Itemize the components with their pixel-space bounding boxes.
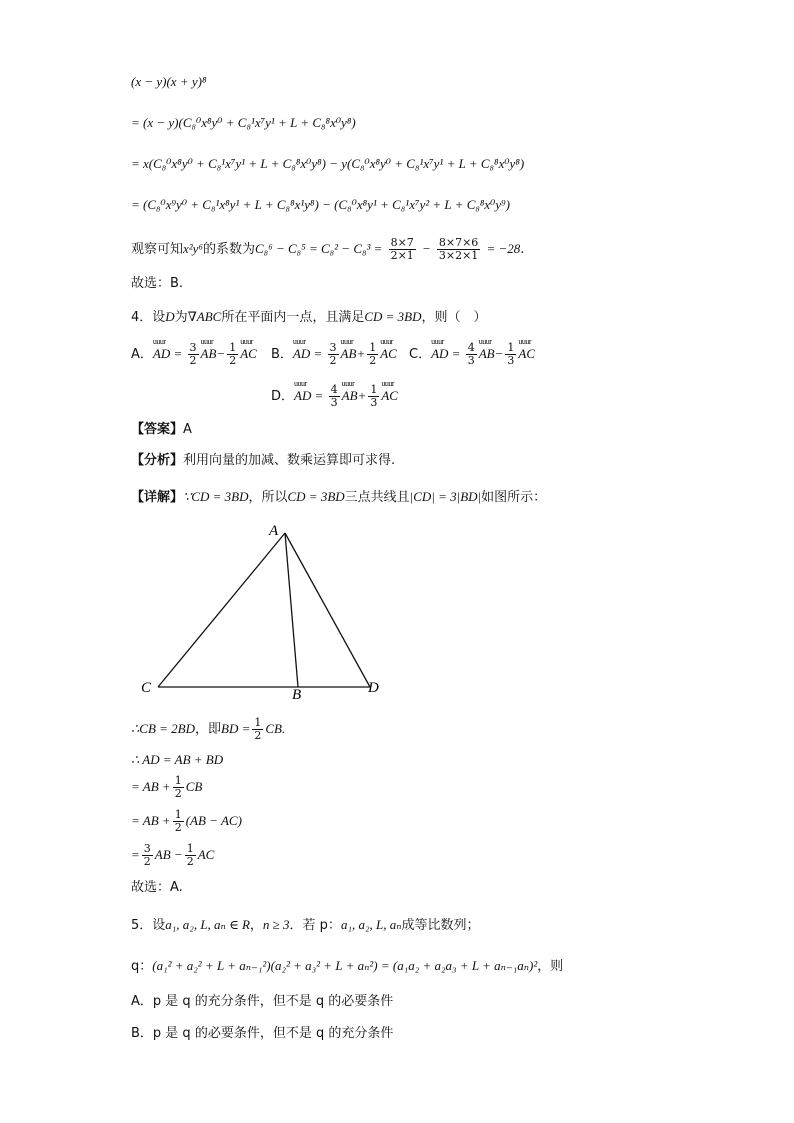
q4-detail: 【详解】∵CD = 3BD，所以CD = 3BD三点共线且|CD| = 3|BD|如图所示： xyxy=(131,489,547,505)
q4-choice: 故选：A. xyxy=(131,880,183,895)
label-a: A xyxy=(269,523,279,539)
fraction-1: $\frac{8\times 7}{2\times 1}$ xyxy=(390,236,414,262)
q4-step-2: ∴ AD = AB + BD xyxy=(131,752,224,767)
triangle-figure xyxy=(130,515,400,705)
q5-option-b: B．p 是 q 的必要条件，但不是 q 的充分条件 xyxy=(131,1026,394,1041)
q5-option-a: A．p 是 q 的充分条件，但不是 q 的必要条件 xyxy=(131,994,394,1009)
q4-step-3: = AB + $\frac{1}{2}$ CB xyxy=(131,774,203,800)
q5-stem: 5．设a₁, a₂, L, aₙ ∈ R，n ≥ 3．若 p：a₁, a₂, L, aₙ成等比数列； xyxy=(131,917,480,933)
observe-mid: 的系数为 xyxy=(202,242,255,257)
q4-step-1: ∴CB = 2BD，即BD = $\frac{1}{2}$ CB. xyxy=(131,716,286,742)
expansion-choice: 故选：B. xyxy=(131,276,184,291)
q4-step-5: = $\frac{3}{2}$ AB − $\frac{1}{2}$ AC xyxy=(131,842,215,868)
expansion-line-1: (x − y)(x + y)⁸ xyxy=(131,74,207,89)
fraction-2: $\frac{8\times 7\times 6}{3\times 2\times 1}$ xyxy=(438,236,479,262)
q4-condition: CD = 3BD xyxy=(364,309,422,324)
q4-option-c: C．uuur AD = $\frac{4}{3}$ uuur AB− $\frac{1}{3}$ uuur AC xyxy=(409,342,535,367)
observe-term: x²y⁶ xyxy=(183,241,203,256)
observe-expr: C₈⁶ − C₈⁵ = C₈² − C₈³ = xyxy=(255,241,383,256)
segment-ab xyxy=(285,533,298,687)
label-c: C xyxy=(141,680,152,696)
label-d: D xyxy=(368,680,379,696)
expansion-line-3: = x(C₈⁰x⁸y⁰ + C₈¹x⁷y¹ + L + C₈⁸x⁰y⁸) − y(C₈⁰x⁸y⁰ + C₈¹x⁷y¹ + L + C₈⁸x⁰y⁸) xyxy=(131,156,525,171)
expansion-line-2: = (x − y)(C₈⁰x⁸y⁰ + C₈¹x⁷y¹ + L + C₈⁸x⁰y⁸) xyxy=(131,115,356,130)
expansion-line-4: = (C₈⁰x⁹y⁰ + C₈¹x⁸y¹ + L + C₈⁸x¹y⁸) − (C₈⁰x⁸y¹ + C₈¹x⁷y² + L + C₈⁸x⁰y⁹) xyxy=(131,197,511,212)
q4-option-b: B．uuur AD = $\frac{3}{2}$ uuur AB+ $\frac{1}{2}$ uuur AC xyxy=(271,342,397,367)
observe-result: = −28 xyxy=(486,241,521,256)
side-ad xyxy=(285,533,370,687)
q4-stem: 4．设D为∇ABC所在平面内一点，且满足CD = 3BD，则（ ） xyxy=(131,309,487,325)
q4-answer: 【答案】A xyxy=(131,422,192,437)
q4-step-4: = AB + $\frac{1}{2}$ (AB − AC) xyxy=(131,808,242,834)
side-ca xyxy=(158,533,285,687)
q4-analysis: 【分析】利用向量的加减、数乘运算即可求得. xyxy=(131,453,396,468)
q5-condition-q: q：(a₁² + a₂² + L + aₙ₋₁²)(a₂² + a₃² + L + aₙ²) = (a₁a₂ + a₂a₃ + L + aₙ₋₁aₙ)²，则 xyxy=(131,958,564,974)
label-b: B xyxy=(292,687,302,703)
observation-line: 观察可知x²y⁶的系数为C₈⁶ − C₈⁵ = C₈² − C₈³ = $\frac{8\times 7}{2\times 1}$ − $\frac{8\times 7\times 6}{3\times 2\times 1}$ = −28. xyxy=(131,236,525,262)
q4-option-a: A．uuur AD = $\frac{3}{2}$ uuur AB− $\frac{1}{2}$ uuur AC xyxy=(131,342,257,367)
observe-prefix: 观察可知 xyxy=(131,242,184,257)
q4-option-d: D．uuur AD = $\frac{4}{3}$ uuur AB+ $\frac{1}{3}$ uuur AC xyxy=(271,384,398,409)
